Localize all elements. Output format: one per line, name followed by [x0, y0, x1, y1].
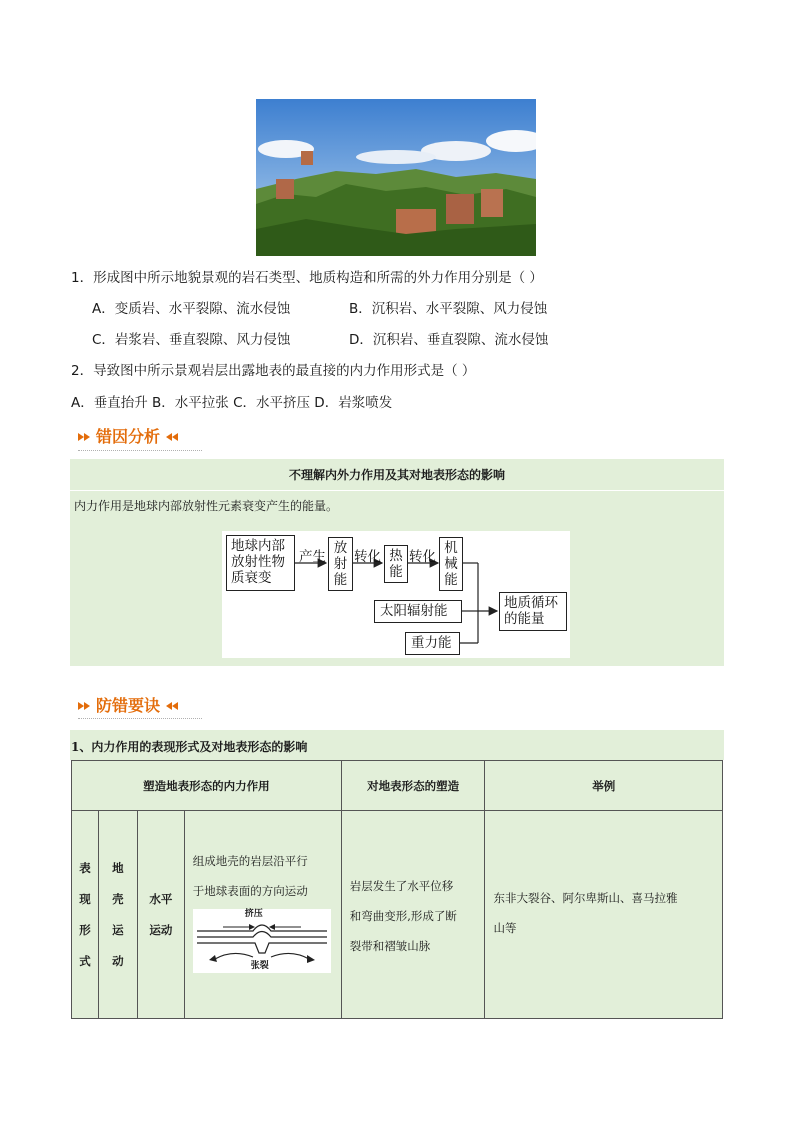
question-1-option-b: B．沉积岩、水平裂隙、风力侵蚀	[349, 301, 548, 317]
node-radioactive-decay	[226, 535, 295, 591]
node-radiant-energy	[328, 537, 353, 591]
cell-landform-shaping	[341, 811, 485, 1019]
col2-char-3: 运	[112, 922, 124, 937]
heading-underline	[78, 718, 202, 719]
header-examples: 举例	[485, 761, 723, 811]
node-source-line-3: 质衰变	[231, 570, 272, 586]
cell-description	[184, 811, 341, 1019]
internal-force-table	[71, 760, 723, 1019]
energy-flow-diagram	[222, 531, 570, 658]
node-radiant-char-3: 能	[333, 572, 348, 588]
label-convert-2: 转化	[409, 549, 436, 565]
node-mechanical-char-3: 能	[444, 572, 458, 588]
cell-crustal-movement	[98, 811, 137, 1019]
question-2-options: A．垂直抬升 B．水平拉张 C．水平挤压 D．岩浆喷发	[71, 395, 393, 411]
label-tension: 张裂	[250, 961, 269, 971]
node-solar-radiation: 太阳辐射能	[374, 600, 462, 623]
node-mechanical-char-2: 械	[444, 556, 458, 572]
right-arrows-icon	[78, 426, 90, 445]
label-compression: 挤压	[244, 909, 263, 919]
shape-line-2: 和弯曲变形,形成了断	[349, 909, 457, 923]
section-2-subtitle: 1、内力作用的表现形式及对地表形态的影响	[71, 740, 308, 754]
node-radiant-char-1: 放	[333, 540, 348, 556]
node-radiant-char-2: 射	[333, 556, 348, 572]
desc-line-1: 组成地壳的岩层沿平行	[192, 854, 308, 868]
node-mechanical-char-1: 机	[444, 540, 458, 556]
node-mechanical-energy	[439, 537, 463, 591]
question-2-stem: 2．导致图中所示景观岩层出露地表的最直接的内力作用形式是（ ）	[71, 363, 476, 379]
shape-line-3: 裂带和褶皱山脉	[349, 939, 431, 953]
section-heading-error-analysis	[78, 423, 178, 447]
node-source-line-2: 放射性物	[231, 554, 285, 570]
col2-char-4: 动	[112, 953, 124, 968]
example-line-2: 山等	[493, 921, 517, 935]
label-produce: 产生	[299, 549, 326, 565]
cell-manifestation-form	[72, 811, 99, 1019]
node-result-line-2: 的能量	[504, 611, 545, 627]
question-1-option-d: D．沉积岩、垂直裂隙、流水侵蚀	[349, 332, 549, 348]
question-1-option-c: C．岩浆岩、垂直裂隙、风力侵蚀	[92, 332, 291, 348]
node-heat-energy	[384, 545, 408, 583]
node-geologic-cycle-energy	[499, 592, 567, 631]
node-result-line-1: 地质循环	[504, 595, 558, 611]
compression-tension-figure	[193, 909, 331, 973]
left-arrows-icon	[166, 426, 178, 445]
cell-horizontal-movement	[137, 811, 184, 1019]
section-2-heading-text: 防错要诀	[96, 695, 161, 715]
node-source-line-1: 地球内部	[231, 538, 285, 554]
node-gravity-energy: 重力能	[405, 632, 460, 655]
heading-underline	[78, 450, 202, 451]
col2-char-2: 壳	[112, 891, 124, 906]
shape-line-1: 岩层发生了水平位移	[349, 879, 454, 893]
node-heat-char-2: 能	[389, 564, 403, 580]
box-divider	[70, 490, 724, 491]
section-1-heading-text: 错因分析	[96, 426, 161, 446]
section-heading-error-prevention	[78, 692, 178, 716]
col1-char-2: 现	[79, 891, 91, 906]
label-convert-1: 转化	[354, 549, 381, 565]
box-title: 不理解内外力作用及其对地表形态的影响	[288, 468, 505, 482]
right-arrows-icon	[78, 695, 90, 714]
left-arrows-icon	[166, 695, 178, 714]
header-internal-force: 塑造地表形态的内力作用	[72, 761, 342, 811]
col1-char-1: 表	[79, 860, 91, 875]
landscape-photo	[256, 99, 536, 256]
box-text: 内力作用是地球内部放射性元素衰变产生的能量。	[74, 499, 339, 513]
cell-examples	[485, 811, 723, 1019]
col2-char-1: 地	[112, 860, 124, 875]
col1-char-4: 式	[79, 953, 91, 968]
desc-line-2: 于地球表面的方向运动	[192, 884, 308, 898]
question-1-option-a: A．变质岩、水平裂隙、流水侵蚀	[92, 301, 291, 317]
header-landform-shaping: 对地表形态的塑造	[341, 761, 485, 811]
example-line-1: 东非大裂谷、阿尔卑斯山、喜马拉雅	[493, 891, 678, 905]
col3-line-2: 运动	[149, 922, 173, 937]
node-heat-char-1: 热	[389, 548, 403, 564]
col3-line-1: 水平	[149, 891, 173, 906]
question-1-stem: 1．形成图中所示地貌景观的岩石类型、地质构造和所需的外力作用分别是（ ）	[71, 270, 543, 286]
col1-char-3: 形	[79, 922, 91, 937]
